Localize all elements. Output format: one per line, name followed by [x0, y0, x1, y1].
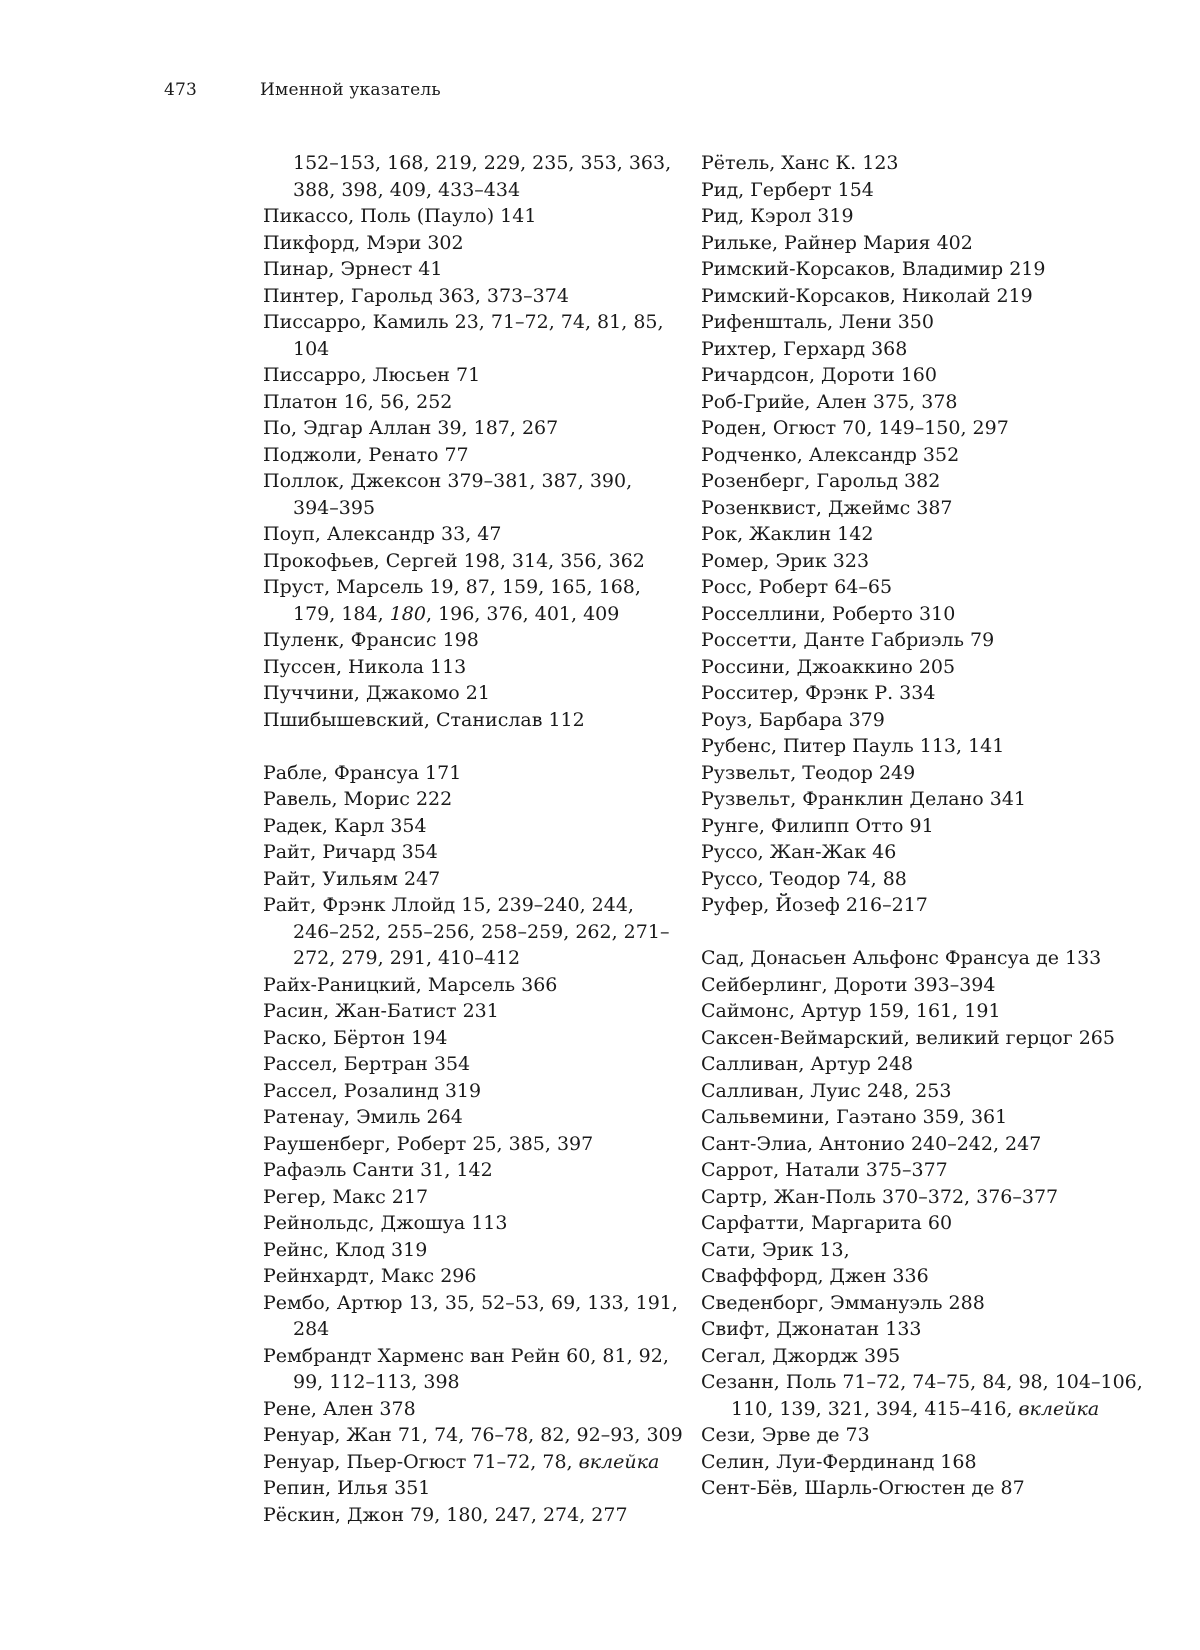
index-entry: Рейнс, Клод 319 [263, 1238, 428, 1261]
index-entry: Руссо, Жан-Жак 46 [701, 841, 897, 863]
index-entry: Пшибышевский, Станислав 112 [263, 708, 585, 731]
index-entry: Пинтер, Гарольд 363, 373–374 [263, 284, 569, 307]
index-entry: Салливан, Луис 248, 253 [701, 1079, 952, 1102]
index-entry: Пуччини, Джакомо 21 [263, 682, 490, 704]
index-entry: Роуз, Барбара 379 [701, 708, 885, 731]
index-entry: Рабле, Франсуа 171 [263, 761, 462, 784]
index-entry: Сартр, Жан-Поль 370–372, 376–377 [701, 1185, 1059, 1208]
index-entry-continuation: 152–153, 168, 219, 229, 235, 353, 363, 388, 398, 409, 433–434 [293, 152, 672, 201]
index-entry: Рузвельт, Теодор 249 [701, 761, 916, 784]
index-entry: Розенберг, Гарольд 382 [701, 470, 941, 492]
index-entry: Пикассо, Поль (Пауло) 141 [263, 205, 537, 227]
index-entry: Рок, Жаклин 142 [701, 523, 874, 545]
index-entry: Рихтер, Герхард 368 [701, 337, 908, 360]
index-entry: Сант-Элиа, Антонио 240–242, 247 [701, 1132, 1042, 1155]
index-entry: Руссо, Теодор 74, 88 [701, 867, 907, 890]
index-column-right [701, 150, 1151, 1502]
index-entry: Пуссен, Никола 113 [263, 655, 467, 678]
index-entry: Рётель, Ханс К. 123 [701, 152, 899, 174]
index-entry: Сегал, Джордж 395 [701, 1344, 901, 1367]
index-entry: Рузвельт, Франклин Делано 341 [701, 788, 1027, 810]
index-entry: Сейберлинг, Дороти 393–394 [701, 973, 996, 996]
index-entry: Репин, Илья 351 [263, 1477, 431, 1499]
index-entry: Сарфатти, Маргарита 60 [701, 1212, 953, 1234]
index-entry: Рене, Ален 378 [263, 1397, 416, 1420]
index-entry: Рильке, Райнер Мария 402 [701, 231, 973, 254]
index-entry: Рунге, Филипп Отто 91 [701, 814, 934, 837]
index-entry: Рассел, Розалинд 319 [263, 1079, 482, 1102]
page-number: 473 [164, 80, 198, 100]
index-entry: Прокофьев, Сергей 198, 314, 356, 362 [263, 549, 645, 572]
index-entry: Свафффорд, Джен 336 [701, 1265, 929, 1287]
index-entry: Селин, Луи-Фердинанд 168 [701, 1450, 977, 1473]
index-entry: Регер, Макс 217 [263, 1185, 429, 1208]
index-entry: Радек, Карл 354 [263, 814, 427, 837]
index-entry: Сези, Эрве де 73 [701, 1424, 870, 1446]
index-entry: Райт, Ричард 354 [263, 841, 438, 863]
index-entry: Росселлини, Роберто 310 [701, 602, 956, 625]
index-entry: Рафаэль Санти 31, 142 [263, 1159, 493, 1181]
index-entry: Роден, Огюст 70, 149–150, 297 [701, 417, 1009, 439]
index-entry: Ренуар, Пьер-Огюст 71–72, 78, вклейка [263, 1450, 660, 1473]
index-entry: Росс, Роберт 64–65 [701, 576, 893, 598]
index-entry: Платон 16, 56, 252 [263, 390, 453, 413]
index-entry: Сведенборг, Эммануэль 288 [701, 1291, 985, 1314]
index-entry: Сент-Бёв, Шарль-Огюстен де 87 [701, 1477, 1025, 1499]
index-entry: Рембрандт Харменс ван Рейн 60, 81, 92, 99, 112–113, 398 [263, 1344, 669, 1393]
index-entry: Рейнхардт, Макс 296 [263, 1265, 477, 1287]
letter-group-gap [701, 919, 1151, 946]
index-entry: Сезанн, Поль 71–72, 74–75, 84, 98, 104–106, 110, 139, 321, 394, 415–416, вклейка [701, 1371, 1143, 1420]
index-column-left [263, 150, 683, 1528]
index-entry: Райт, Уильям 247 [263, 867, 441, 890]
index-entry: Поуп, Александр 33, 47 [263, 523, 502, 545]
index-entry: Розенквист, Джеймс 387 [701, 496, 953, 519]
index-entry: Раско, Бёртон 194 [263, 1026, 448, 1049]
index-entry: Саймонс, Артур 159, 161, 191 [701, 1000, 1001, 1022]
index-entry: Райх-Раницкий, Марсель 366 [263, 973, 558, 996]
index-entry: Сад, Донасьен Альфонс Франсуа де 133 [701, 947, 1102, 969]
index-entry: По, Эдгар Аллан 39, 187, 267 [263, 417, 559, 439]
index-entry: Рубенс, Питер Пауль 113, 141 [701, 735, 1005, 757]
index-entry: Саррот, Натали 375–377 [701, 1159, 948, 1181]
index-entry: Пинар, Эрнест 41 [263, 258, 443, 280]
index-entry: Салливан, Артур 248 [701, 1053, 914, 1075]
index-entry: Рифеншталь, Лени 350 [701, 311, 934, 333]
index-entry: Рёскин, Джон 79, 180, 247, 274, 277 [263, 1503, 628, 1526]
index-entry: Равель, Морис 222 [263, 788, 453, 810]
index-entry: Рид, Кэрол 319 [701, 205, 854, 227]
index-entry: Пуленк, Франсис 198 [263, 629, 479, 651]
index-entry: Росситер, Фрэнк Р. 334 [701, 682, 936, 704]
index-entry: Поджоли, Ренато 77 [263, 443, 469, 466]
index-entry: Расин, Жан-Батист 231 [263, 1000, 499, 1022]
index-entry: Раушенберг, Роберт 25, 385, 397 [263, 1132, 594, 1155]
index-entry: Рембо, Артюр 13, 35, 52–53, 69, 133, 191, 284 [263, 1291, 678, 1340]
index-entry: Рейнольдс, Джошуа 113 [263, 1212, 508, 1234]
letter-group-gap [263, 733, 683, 760]
index-entry: Рассел, Бертран 354 [263, 1053, 471, 1075]
index-entry: Римский-Корсаков, Владимир 219 [701, 258, 1046, 280]
index-entry: Свифт, Джонатан 133 [701, 1318, 922, 1340]
index-entry: Сальвемини, Гаэтано 359, 361 [701, 1106, 1008, 1128]
index-entry: Ратенау, Эмиль 264 [263, 1106, 463, 1128]
index-entry: Саксен-Веймарский, великий герцог 265 [701, 1026, 1115, 1049]
index-entry: Поллок, Джексон 379–381, 387, 390, 394–395 [263, 470, 633, 519]
index-entry: Писсарро, Люсьен 71 [263, 364, 481, 386]
index-entry: Ромер, Эрик 323 [701, 549, 870, 572]
index-entry: Руфер, Йозеф 216–217 [701, 894, 928, 916]
index-entry: Ренуар, Жан 71, 74, 76–78, 82, 92–93, 309 [263, 1424, 683, 1446]
index-entry: Россини, Джоаккино 205 [701, 655, 956, 678]
index-entry: Родченко, Александр 352 [701, 443, 960, 466]
index-entry: Писсарро, Камиль 23, 71–72, 74, 81, 85, 104 [263, 311, 664, 360]
index-entry: Пикфорд, Мэри 302 [263, 231, 464, 254]
index-entry: Пруст, Марсель 19, 87, 159, 165, 168, 179, 184, 180, 196, 376, 401, 409 [263, 576, 641, 625]
running-title: Именной указатель [260, 80, 441, 100]
index-entry: Сати, Эрик 13, [701, 1238, 850, 1261]
index-entry: Рид, Герберт 154 [701, 178, 874, 201]
index-entry: Римский-Корсаков, Николай 219 [701, 284, 1033, 307]
index-entry: Роб-Грийе, Ален 375, 378 [701, 390, 958, 413]
index-entry: Ричардсон, Дороти 160 [701, 364, 937, 386]
index-entry: Райт, Фрэнк Ллойд 15, 239–240, 244, 246–252, 255–256, 258–259, 262, 271–272, 279, 291, 410–412 [263, 894, 670, 969]
index-entry: Россетти, Данте Габриэль 79 [701, 629, 995, 651]
